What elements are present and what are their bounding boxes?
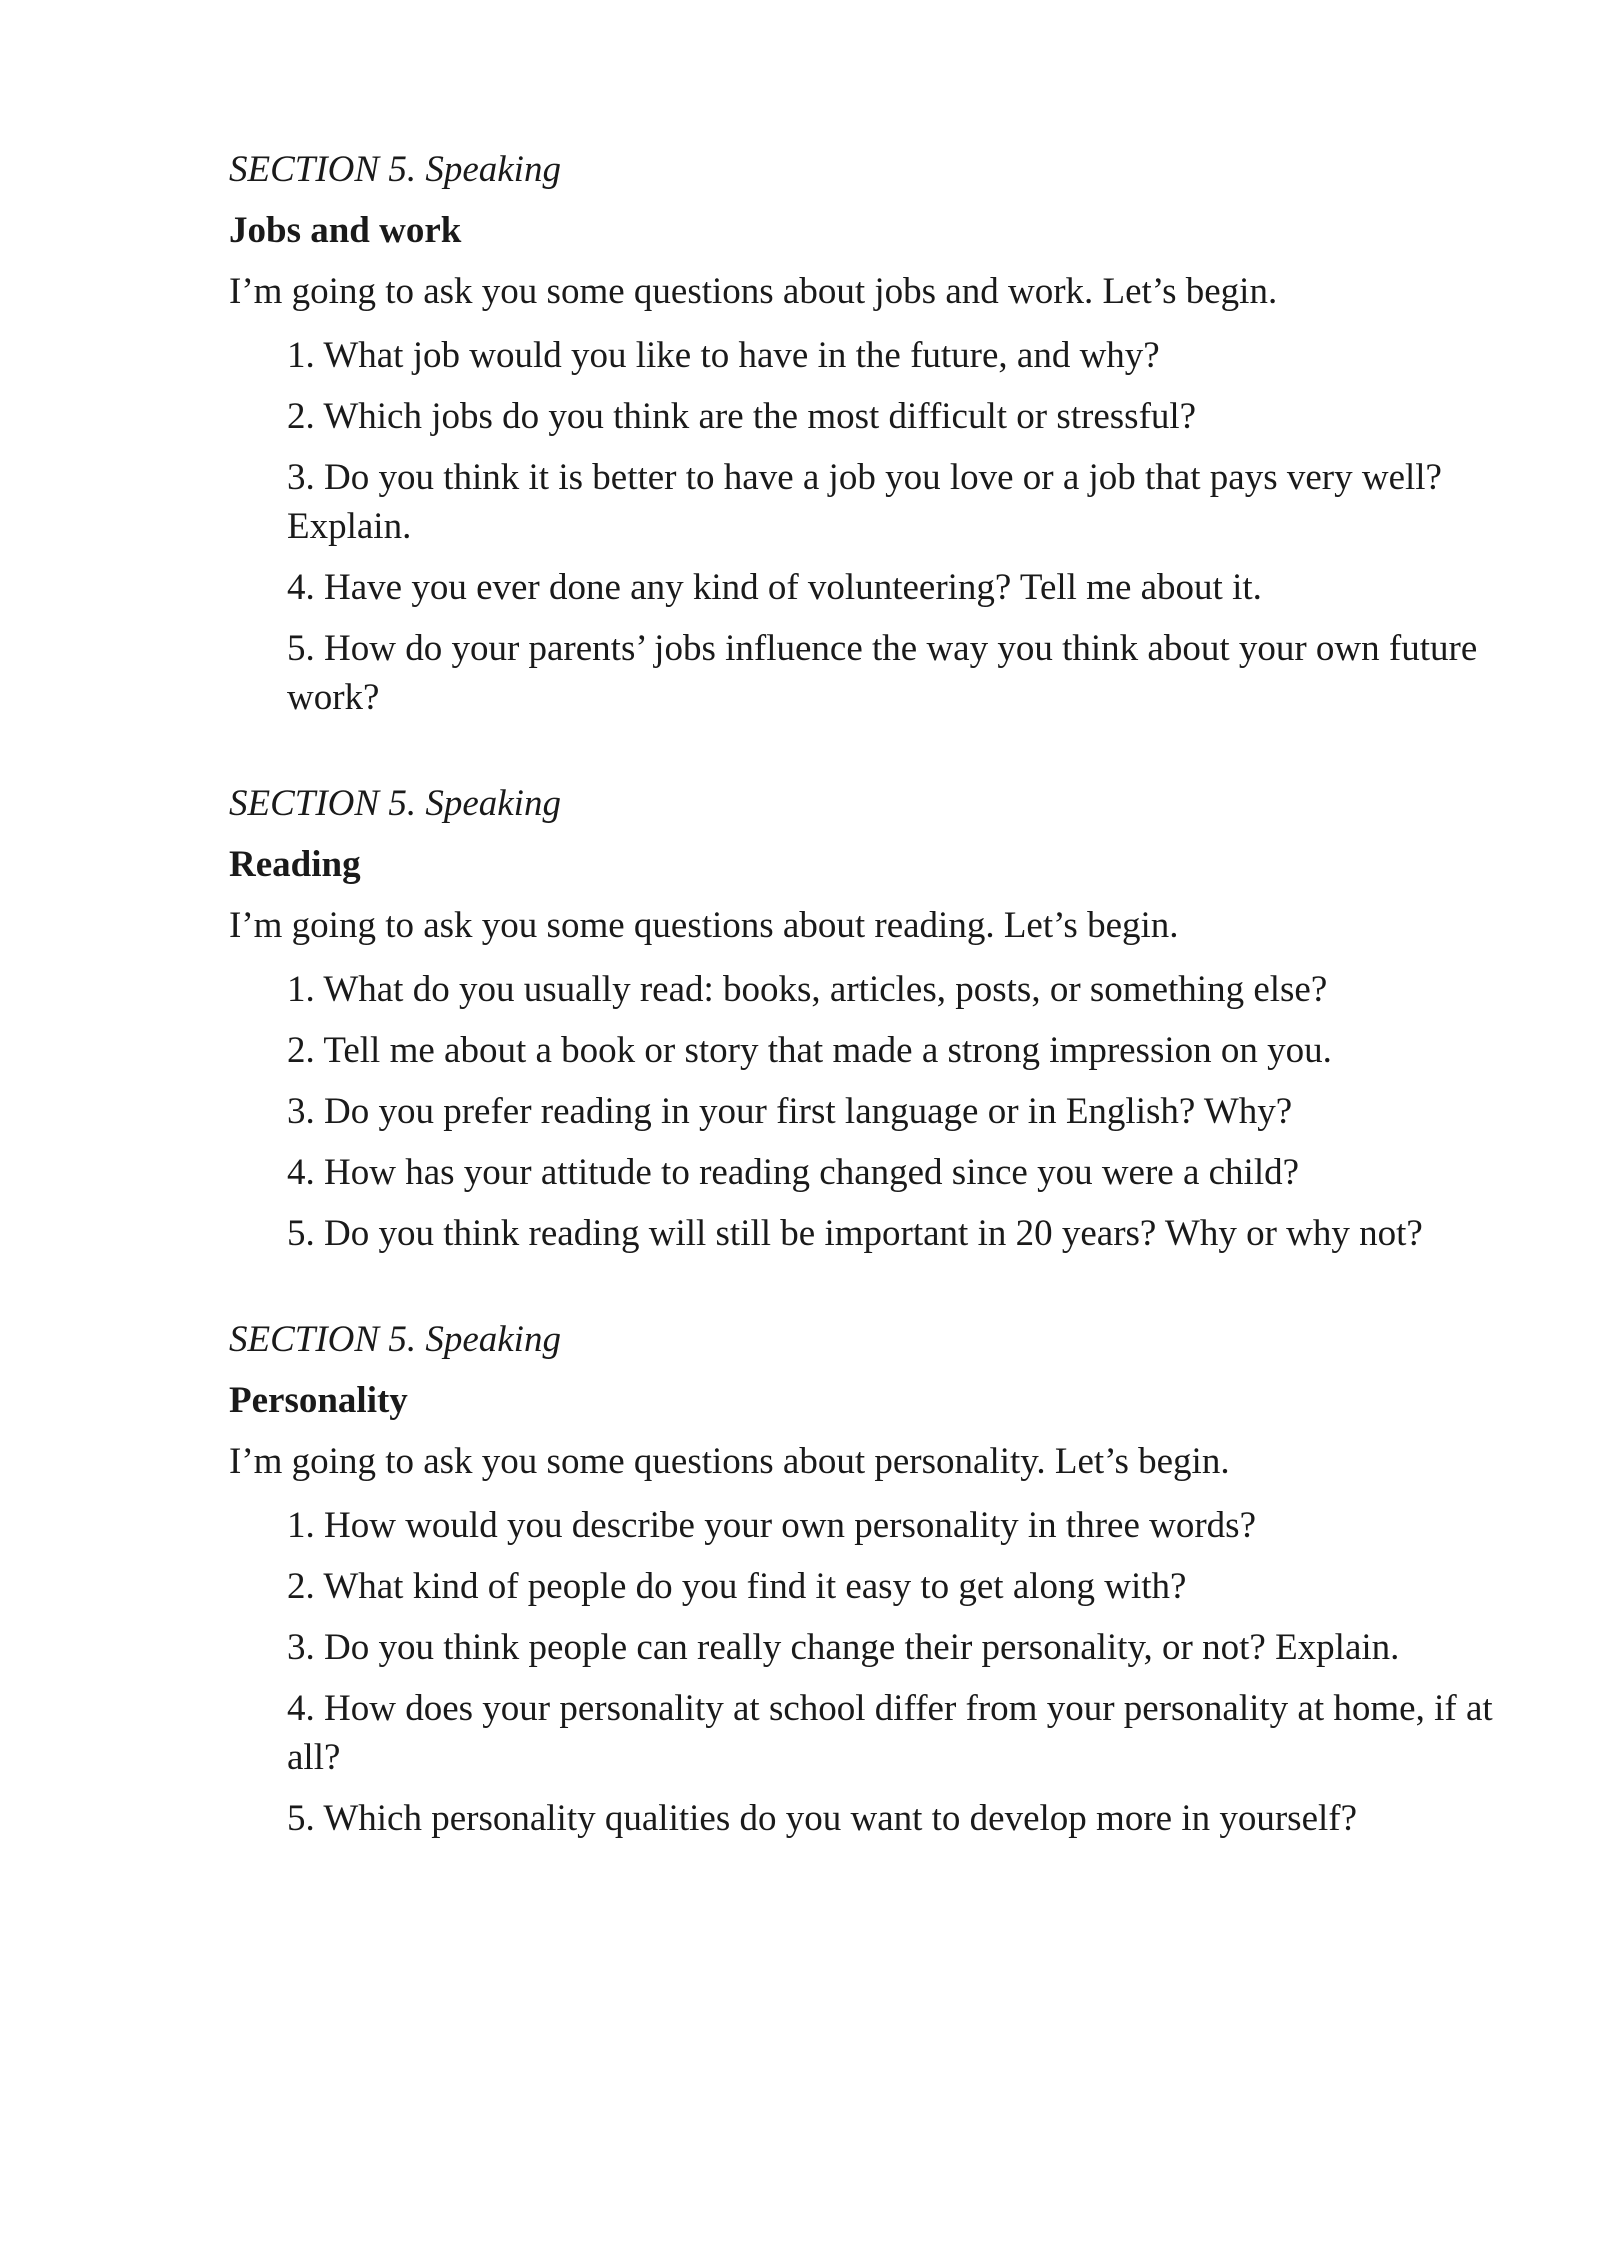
- question-item: 3. Do you think people can really change their personality, or not? Explain.: [287, 1627, 1400, 1668]
- question-item: 2. Which jobs do you think are the most difficult or stressful?: [287, 396, 1197, 437]
- question-list: [229, 331, 1499, 722]
- section-intro: I’m going to ask you some questions about jobs and work. Let’s begin.: [229, 271, 1278, 312]
- question-item: 1. How would you describe your own personality in three words?: [287, 1505, 1256, 1546]
- section-personality: [229, 1318, 1499, 1843]
- question-item: 3. Do you think it is better to have a job you love or a job that pays very well? Explain.: [287, 457, 1442, 547]
- question-item: 5. Which personality qualities do you want to develop more in yourself?: [287, 1798, 1358, 1839]
- document-page: [229, 148, 1499, 1843]
- question-item: 1. What do you usually read: books, articles, posts, or something else?: [287, 969, 1328, 1010]
- question-item: 4. How does your personality at school differ from your personality at home, if at all?: [287, 1688, 1493, 1778]
- section-title: Reading: [229, 844, 361, 885]
- question-item: 2. Tell me about a book or story that made a strong impression on you.: [287, 1030, 1332, 1071]
- section-reading: [229, 782, 1499, 1258]
- question-item: 3. Do you prefer reading in your first language or in English? Why?: [287, 1091, 1293, 1132]
- question-item: 5. How do your parents’ jobs influence the way you think about your own future work?: [287, 628, 1478, 718]
- section-intro: I’m going to ask you some questions about personality. Let’s begin.: [229, 1441, 1230, 1482]
- section-title: Jobs and work: [229, 210, 462, 251]
- question-item: 2. What kind of people do you find it easy to get along with?: [287, 1566, 1187, 1607]
- section-title: Personality: [229, 1380, 408, 1421]
- question-item: 4. How has your attitude to reading changed since you were a child?: [287, 1152, 1300, 1193]
- question-item: 5. Do you think reading will still be important in 20 years? Why or why not?: [287, 1213, 1423, 1254]
- question-list: [229, 1501, 1499, 1843]
- section-label: SECTION 5. Speaking: [229, 149, 561, 190]
- question-item: 4. Have you ever done any kind of volunteering? Tell me about it.: [287, 567, 1262, 608]
- question-list: [229, 965, 1499, 1258]
- section-intro: I’m going to ask you some questions about reading. Let’s begin.: [229, 905, 1179, 946]
- section-label: SECTION 5. Speaking: [229, 1319, 561, 1360]
- section-jobs-and-work: [229, 148, 1499, 722]
- section-label: SECTION 5. Speaking: [229, 783, 561, 824]
- question-item: 1. What job would you like to have in the future, and why?: [287, 335, 1160, 376]
